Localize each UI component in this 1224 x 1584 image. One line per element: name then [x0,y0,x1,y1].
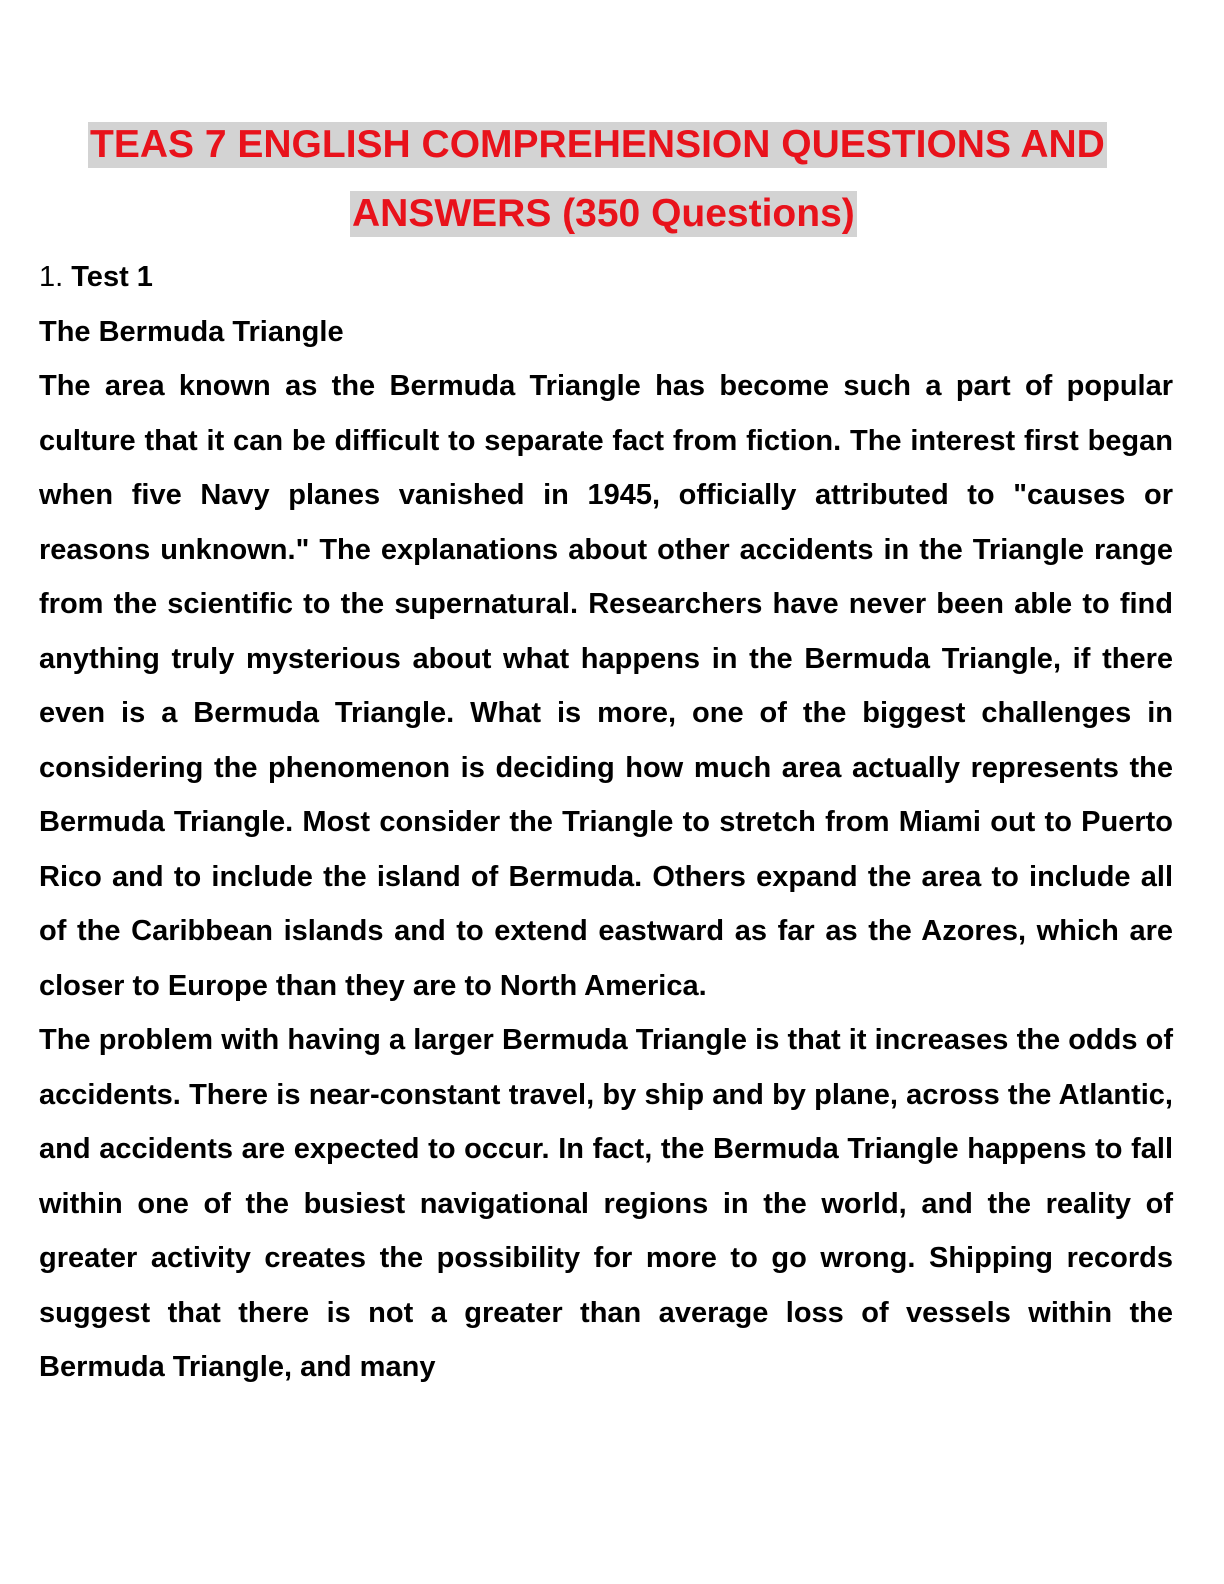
document-body [39,250,1173,1395]
passage-title: The Bermuda Triangle [39,315,344,348]
passage-paragraph-1: The area known as the Bermuda Triangle has become such a part of popular culture that it can be difficult to separate fact from fiction. The interest first began when five Navy planes vanished in 1945, officially attributed to "causes or reasons unknown." The explanations about other accidents in the Triangle range from the scientific to the supernatural. Researchers have never been able to find anything truly mysterious about what happens in the Bermuda Triangle, if there even is a Bermuda Triangle. What is more, one of the biggest challenges in considering the phenomenon is deciding how much area actually represents the Bermuda Triangle. Most consider the Triangle to stretch from Miami out to Puerto Rico and to include the island of Bermuda. Others expand the area to include all of the Caribbean islands and to extend eastward as far as the Azores, which are closer to Europe than they are to North America. [39,370,1173,1002]
question-label: Test 1 [71,261,153,293]
question-number: 1. [39,261,64,293]
document-title-line-2: ANSWERS (350 Questions) [352,192,855,235]
passage-paragraph-2: The problem with having a larger Bermuda Triangle is that it increases the odds of accidents. There is near-constant travel, by ship and by plane, across the Atlantic, and accidents are expected to occur. In fact, the Bermuda Triangle happens to fall within one of the busiest navigational regions in the world, and the reality of greater activity creates the possibility for more to go wrong. Shipping records suggest that there is not a greater than average loss of vessels within the Bermuda Triangle, and many [39,1024,1173,1383]
document-title-line-1: TEAS 7 ENGLISH COMPREHENSION QUESTIONS AND [90,123,1105,166]
question-heading [39,250,1173,305]
